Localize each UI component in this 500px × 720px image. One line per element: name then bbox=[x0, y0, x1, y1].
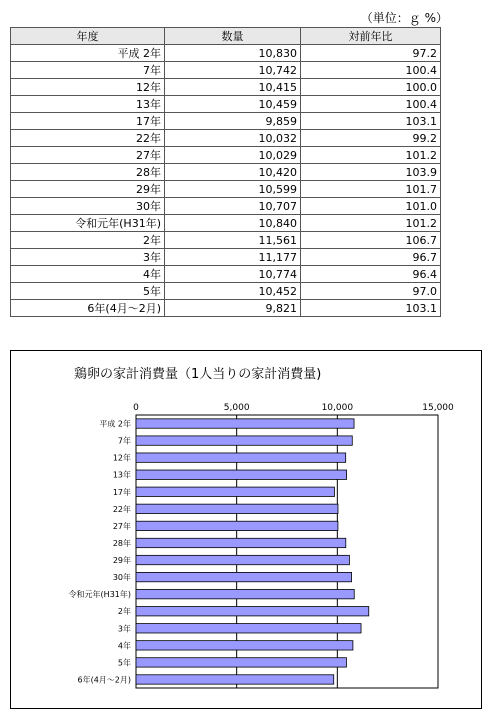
cell-yoy: 106.7 bbox=[301, 232, 441, 249]
cell-quantity: 10,830 bbox=[165, 45, 301, 62]
table-row bbox=[11, 266, 441, 283]
table-row bbox=[11, 249, 441, 266]
cell-year: 30年 bbox=[11, 198, 165, 215]
bar bbox=[136, 487, 334, 496]
table-row bbox=[11, 300, 441, 317]
cell-yoy: 97.0 bbox=[301, 283, 441, 300]
y-tick-label: 令和元年(H31年) bbox=[68, 590, 131, 600]
cell-year: 3年 bbox=[11, 249, 165, 266]
y-tick-label: 28年 bbox=[112, 538, 131, 548]
cell-quantity: 10,452 bbox=[165, 283, 301, 300]
table-row bbox=[11, 62, 441, 79]
cell-yoy: 101.7 bbox=[301, 181, 441, 198]
cell-yoy: 103.9 bbox=[301, 164, 441, 181]
y-tick-label: 2年 bbox=[117, 607, 131, 617]
x-tick-label: 5,000 bbox=[223, 403, 250, 413]
cell-quantity: 10,032 bbox=[165, 130, 301, 147]
consumption-table bbox=[10, 27, 441, 317]
y-tick-label: 17年 bbox=[112, 487, 131, 497]
y-tick-label: 12年 bbox=[112, 453, 131, 463]
unit-note: （単位：ｇ %） bbox=[360, 11, 448, 25]
bar bbox=[136, 641, 353, 650]
y-tick-label: 13年 bbox=[112, 470, 131, 480]
cell-year: 17年 bbox=[11, 113, 165, 130]
bar bbox=[136, 538, 346, 547]
y-tick-label: 3年 bbox=[117, 624, 131, 634]
bar bbox=[136, 436, 352, 445]
bar bbox=[136, 419, 354, 428]
cell-year: 13年 bbox=[11, 96, 165, 113]
cell-yoy: 100.0 bbox=[301, 79, 441, 96]
header-yoy: 対前年比 bbox=[301, 28, 441, 45]
cell-yoy: 101.0 bbox=[301, 198, 441, 215]
cell-quantity: 10,707 bbox=[165, 198, 301, 215]
cell-year: 28年 bbox=[11, 164, 165, 181]
cell-quantity: 10,029 bbox=[165, 147, 301, 164]
bar bbox=[136, 675, 334, 684]
cell-quantity: 10,459 bbox=[165, 96, 301, 113]
cell-quantity: 10,599 bbox=[165, 181, 301, 198]
cell-year: 22年 bbox=[11, 130, 165, 147]
cell-year: 6年(4月～2月) bbox=[11, 300, 165, 317]
cell-quantity: 10,840 bbox=[165, 215, 301, 232]
header-year: 年度 bbox=[11, 28, 165, 45]
cell-yoy: 103.1 bbox=[301, 300, 441, 317]
bar bbox=[136, 658, 346, 667]
y-tick-label: 22年 bbox=[112, 504, 131, 514]
table-row bbox=[11, 147, 441, 164]
table-row bbox=[11, 283, 441, 300]
table-row bbox=[11, 113, 441, 130]
cell-yoy: 97.2 bbox=[301, 45, 441, 62]
y-tick-label: 27年 bbox=[112, 521, 131, 531]
bar bbox=[136, 453, 346, 462]
cell-quantity: 9,821 bbox=[165, 300, 301, 317]
y-tick-label: 30年 bbox=[112, 573, 131, 583]
cell-yoy: 101.2 bbox=[301, 147, 441, 164]
table-header-row bbox=[11, 28, 441, 45]
cell-quantity: 11,177 bbox=[165, 249, 301, 266]
cell-quantity: 10,420 bbox=[165, 164, 301, 181]
chart-area bbox=[10, 350, 482, 709]
cell-year: 5年 bbox=[11, 283, 165, 300]
chart-title: 鶏卵の家計消費量（1人当りの家計消費量) bbox=[74, 367, 322, 382]
cell-yoy: 96.7 bbox=[301, 249, 441, 266]
cell-year: 29年 bbox=[11, 181, 165, 198]
cell-yoy: 99.2 bbox=[301, 130, 441, 147]
cell-year: 27年 bbox=[11, 147, 165, 164]
bar bbox=[136, 470, 347, 479]
table-row bbox=[11, 232, 441, 249]
bar bbox=[136, 589, 354, 598]
y-tick-label: 6年(4月～2月) bbox=[77, 675, 131, 685]
table-row bbox=[11, 130, 441, 147]
table-row bbox=[11, 198, 441, 215]
cell-year: 平成 2年 bbox=[11, 45, 165, 62]
y-tick-label: 5年 bbox=[117, 658, 131, 668]
cell-quantity: 9,859 bbox=[165, 113, 301, 130]
cell-quantity: 10,742 bbox=[165, 62, 301, 79]
cell-quantity: 10,415 bbox=[165, 79, 301, 96]
table-row bbox=[11, 96, 441, 113]
cell-yoy: 96.4 bbox=[301, 266, 441, 283]
cell-yoy: 100.4 bbox=[301, 62, 441, 79]
table-row bbox=[11, 164, 441, 181]
table-row bbox=[11, 79, 441, 96]
cell-quantity: 11,561 bbox=[165, 232, 301, 249]
bar bbox=[136, 624, 361, 633]
bar bbox=[136, 572, 352, 581]
cell-year: 12年 bbox=[11, 79, 165, 96]
x-tick-label: 10,000 bbox=[321, 403, 354, 413]
header-quantity: 数量 bbox=[165, 28, 301, 45]
cell-year: 令和元年(H31年) bbox=[11, 215, 165, 232]
table-row bbox=[11, 181, 441, 198]
bar bbox=[136, 555, 349, 564]
cell-quantity: 10,774 bbox=[165, 266, 301, 283]
cell-year: 4年 bbox=[11, 266, 165, 283]
cell-yoy: 101.2 bbox=[301, 215, 441, 232]
x-tick-label: 0 bbox=[133, 403, 139, 413]
y-tick-label: 29年 bbox=[112, 556, 131, 566]
bar bbox=[136, 504, 338, 513]
table-row bbox=[11, 215, 441, 232]
y-tick-label: 7年 bbox=[117, 436, 131, 446]
cell-year: 2年 bbox=[11, 232, 165, 249]
bar bbox=[136, 521, 338, 530]
y-tick-label: 平成 2年 bbox=[99, 419, 131, 429]
cell-yoy: 100.4 bbox=[301, 96, 441, 113]
cell-yoy: 103.1 bbox=[301, 113, 441, 130]
table-row bbox=[11, 45, 441, 62]
cell-year: 7年 bbox=[11, 62, 165, 79]
bar bbox=[136, 607, 369, 616]
y-tick-label: 4年 bbox=[117, 641, 131, 651]
bar-chart bbox=[11, 351, 481, 708]
x-tick-label: 15,000 bbox=[422, 403, 454, 413]
